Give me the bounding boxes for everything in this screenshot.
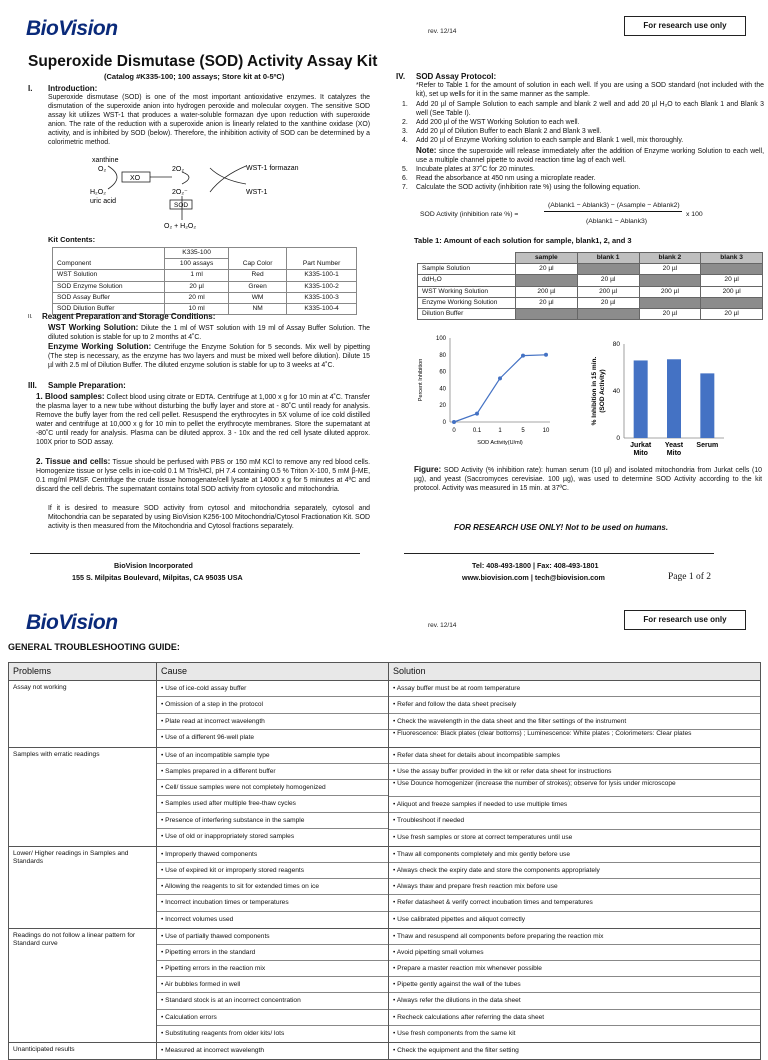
data-point xyxy=(498,376,502,380)
solution-cell: • Thaw and resuspend all components before preparing the reaction mix • Avoid pipetting small volumes • Prepare a master reaction mix whenever possible • Pipette gently against the wall of the tubes • Always refer the dilutions in the data sheet • Recheck calculations after referring the data sheet • Use fresh components from the same kit xyxy=(389,928,761,1042)
table1-row: ddH₂O 20 µl 20 µl xyxy=(418,275,763,286)
table1-row: Dilution Buffer 20 µl 20 µl xyxy=(418,309,763,320)
sod-activity-bar-chart xyxy=(588,334,738,462)
troubleshooting-group xyxy=(9,846,761,928)
cause-cell: • Improperly thawed components • Use of expired kit or improperly stored reagents • Allowing the reagents to sit for extended times on ice • Incorrect incubation times or temperatures • Incorrect volumes used xyxy=(157,846,389,928)
revision-label: rev. 12/14 xyxy=(428,28,457,35)
x-tick-label: 0 xyxy=(452,428,456,434)
kit-contents-table xyxy=(52,247,357,315)
table1-caption: Table 1: Amount of each solution for sample, blank1, 2, and 3 xyxy=(414,236,632,245)
data-point xyxy=(544,353,548,357)
separate-fraction-text: If it is desired to measure SOD activity from cytosol and mitochondria separately, cytosol and Mitochondria can be separated by using BioVision K256-100 Mitochondria/Cytosol Fractionation Kit. SOD activity is then measured from the Mitochondria and Cytosol fractions separately. xyxy=(48,505,370,530)
biovision-logo-page2: BioVision xyxy=(26,611,118,634)
equation-numerator: (Ablank1 − Ablank3) − (Asample − Ablank2) xyxy=(548,202,680,209)
problem-cell: Assay not working xyxy=(9,681,157,748)
table1-row: Enzyme Working Solution 20 µl 20 µl xyxy=(418,297,763,308)
y-tick-label: 80 xyxy=(439,352,446,359)
y-tick-label: 0 xyxy=(442,420,446,426)
page-title: Superoxide Dismutase (SOD) Activity Assay Kit xyxy=(28,53,378,70)
equation-label: SOD Activity (inhibition rate %) = xyxy=(420,211,519,218)
enzyme-working-para xyxy=(48,342,370,371)
wst-working-label: WST Working Solution: xyxy=(48,323,139,332)
solution-cell: • Thaw all components completely and mix gently before use • Always check the expiry date and store the components appropriately • Always thaw and prepare fresh reaction mix before use • Refer datasheet & verify correct incubation times and temperatures • Use calibrated pipettes and aliquot correctly xyxy=(389,846,761,928)
x-tick-label: 10 xyxy=(542,428,550,434)
bar xyxy=(700,373,714,438)
x-tick-label: 1 xyxy=(498,428,502,434)
intro-text: Superoxide dismutase (SOD) is one of the most important antioxidative enzymes. It catalyzes the dismutation of the superoxide anion into hydrogen peroxide and molecular oxygen. The sensitive SOD assay kit utilizes WST-1 that produces a water-soluble formazan dye upon reduction with superoxide anion. The rate of the reduction with a superoxide anion is linearly related to the xanthine oxidase (XO) activity, and is inhibited by SOD (below). Therefore, the inhibition activity of SOD can be determined by a colorimetric method. xyxy=(48,94,370,146)
footer-tel: Tel: 408-493-1800 | Fax: 408-493-1801 xyxy=(472,561,599,570)
cause-cell: • Measured at incorrect wavelength xyxy=(157,1043,389,1060)
equation-denominator: (Ablank1 − Ablank3) xyxy=(586,218,648,225)
y-tick-label: 0 xyxy=(616,435,620,442)
solution-cell: • Assay buffer must be at room temperature • Refer and follow the data sheet precisely • Check the wavelength in the data sheet and the filter settings of the instrument • Fluorescence: Black plates (clear bottoms) ; Luminescence: White plates ; Colorimeters: Clear plates xyxy=(389,681,761,748)
revision-label-page2: rev. 12/14 xyxy=(428,622,457,629)
problem-cell: Readings do not follow a linear pattern for Standard curve xyxy=(9,928,157,1042)
solution-table: sample blank 1 blank 2 blank 3 Sample Solution 20 µl 20 µl ddH₂O 20 µl 20 µl WST Working Solution 200 µl 200 µl 200 µl 200 µl Enzyme Working Solution 20 µl 20 µl Dilution Buffer 20 µl 20 µl xyxy=(417,252,763,320)
header-problems: Problems xyxy=(9,663,157,681)
scheme-h2o2: H₂O₂ xyxy=(90,189,106,196)
y-tick-label: 20 xyxy=(439,403,446,410)
solution-cell: • Refer data sheet for details about incompatible samples • Use the assay buffer provided in the kit or refer data sheet for instructions • Use Dounce homogenizer (increase the number of strokes); observe for lysis under microscope • Aliquot and freeze samples if needed to use multiple times • Troubleshoot if needed • Use fresh samples or store at correct temperatures until use xyxy=(389,747,761,846)
y-tick-label: 40 xyxy=(612,388,620,395)
wst-working-para xyxy=(48,323,370,343)
kit-row: SOD Enzyme Solution 20 µl Green K335-100-2 xyxy=(53,281,357,292)
header-cause: Cause xyxy=(157,663,389,681)
solution-cell: • Check the equipment and the filter setting xyxy=(389,1043,761,1060)
y-tick-label: 40 xyxy=(439,386,446,393)
kit-row: SOD Assay Buffer 20 ml WM K335-100-3 xyxy=(53,292,357,303)
kit-header-cap: Cap Color xyxy=(228,248,286,270)
troubleshooting-table xyxy=(8,662,761,1060)
scheme-wst-formazan: WST-1 formazan xyxy=(246,165,299,172)
troubleshooting-group xyxy=(9,747,761,846)
wst-working-text: Dilute the 1 ml of WST solution with 19 ml of Assay Buffer Solution. The diluted solution is stable for up to 2 months at 4˚C. xyxy=(48,325,370,341)
cause-cell: • Use of partially thawed components • Pipetting errors in the standard • Pipetting errors in the reaction mix • Air bubbles formed in well • Standard stock is at an incorrect concentration • Calculation errors • Substituting reagents from older kits/ lots xyxy=(157,928,389,1042)
blood-samples-para: 1. Blood samples: Collect blood using citrate or EDTA. Centrifuge at 1,000 x g for 10 min at 4˚C. Transfer the plasma layer to a new tube without disturbing the buffy layer and store at - 80˚C until ready for analysis. Remove the buffy layer from the red cell pellet. Resuspend the erythrocytes in 5X volume of ice cold distilled water and centrifuge at 10,000 x g for 10 min to pellet the erythrocyte membranes. Store the supernatant at -80˚C until ready for analysis. Plasma can be diluted approx. 3 - 10x and the red cell lysate diluted approx. 100X prior to SOD assay. xyxy=(36,392,370,446)
troubleshooting-group xyxy=(9,928,761,1042)
cause-cell: • Use of an incompatible sample type • Samples prepared in a different buffer • Cell/ tissue samples were not completely homogenized • Samples used after multiple free-thaw cycles • Presence of interfering substance in the sample • Use of old or inappropriately stored samples xyxy=(157,747,389,846)
scheme-o2: O₂ xyxy=(98,166,107,173)
table1-row: WST Working Solution 200 µl 200 µl 200 µl 200 µl xyxy=(418,286,763,297)
scheme-xo: XO xyxy=(130,175,141,182)
enzyme-working-label: Enzyme Working Solution: xyxy=(48,342,152,351)
intro-number: I. xyxy=(28,84,33,93)
problem-cell: Lower/ Higher readings in Samples and Standards xyxy=(9,846,157,928)
troubleshooting-group xyxy=(9,681,761,748)
blood-label: Blood samples: xyxy=(44,392,105,401)
equation-multiplier: x 100 xyxy=(686,211,703,218)
footer-rule-right xyxy=(404,553,714,554)
table1-row: Sample Solution 20 µl 20 µl xyxy=(418,264,763,275)
figure-caption: Figure: SOD Activity (% inhibition rate): human serum (10 µl) and isolated mitochondria from Jurkat cells (10 µg), and yeast (Saccromyces cerevisiae. 100 µg), was used to determine SOD Activity according to the kit protocol. Activity was measured in 15 min. at 37ºC. xyxy=(414,465,762,492)
note-text: since the superoxide will release immediately after the addition of Enzyme working Solution to each well, use a multiple channel pipette to avoid reaction time lag of each well. xyxy=(416,147,764,164)
sample-number: III. xyxy=(28,381,37,390)
protocol-reference: *Refer to Table 1 for the amount of solution in each well. If you are using a SOD standard (not included with the kit), set up wells for it in the same manner as the sample. xyxy=(416,82,764,98)
tissue-text: Tissue should be perfused with PBS or 150 mM KCl to remove any red blood cells. Homogenize tissue or lyse cells in ice-cold 0.1 M Tris/HCl, pH 7.4 containing 0.5 % Triton X-100, 5 mM β-ME, 0.1 mg/ml PMSF. Centrifuge the crude tissue homogenate/cell lysate at 14000 x g for 5 minutes at 4ºC and discard the cell debris. The supernatant contains total SOD activity from cytosolic and mitochondria. xyxy=(36,459,370,493)
reagent-number: II. xyxy=(28,314,33,320)
reaction-scheme xyxy=(86,154,356,230)
x-tick-label: Yeast Mito xyxy=(664,442,684,457)
troubleshooting-heading: GENERAL TROUBLESHOOTING GUIDE: xyxy=(8,642,180,652)
scheme-xanthine: xanthine xyxy=(92,157,119,164)
blood-text: Collect blood using citrate or EDTA. Centrifuge at 1,000 x g for 10 min at 4˚C. Transfer the plasma layer to a new tube without disturbing the buffy layer and store at - 80˚C until ready for analysis. Remove the buffy layer from the red cell pellet. Resuspend the erythrocytes in 5X volume of ice cold distilled water and centrifuge at 10,000 x g for 10 min to pellet the erythrocyte membranes. Store the supernatant at -80˚C until ready for analysis. Plasma can be diluted approx. 3 - 10x and the red cell lysate diluted approx. 100X prior to SOD assay. xyxy=(36,394,370,446)
kit-header-component: Component xyxy=(53,248,165,270)
cause-cell: • Use of ice-cold assay buffer • Omission of a step in the protocol • Plate read at incorrect wavelength • Use of a different 96-well plate xyxy=(157,681,389,748)
intro-heading: Introduction: xyxy=(48,84,98,93)
scheme-2o2: 2O₂ xyxy=(172,166,185,173)
troubleshooting-group xyxy=(9,1043,761,1060)
y-tick-label: 100 xyxy=(435,336,446,342)
protocol-steps: 1. Add 20 µl of Sample Solution to each sample and blank 2 well and add 20 µl H₂O to each Blank 1 and Blank 3 well (See Table I). 2. Add 200 µl of the WST Working Solution to each well. 3. Add 20 µl of Dilution Buffer to each Blank 2 and Blank 3 well. 4. Add 20 µl of Enzyme Working solution to each sample and Blank 1 well, mix thoroughly. Note: since the superoxide will release immediately after the addition of Enzyme working Solution to each well, use a multiple channel pipette to avoid reaction time lag of each well. 5. Incubate plates at 37˚C for 20 minutes. 6. Read the absorbance at 450 nm using a microplate reader. 7. Calculate the SOD activity (inhibition rate %) using the following equation. xyxy=(402,101,764,191)
footer-company: BioVision Incorporated xyxy=(114,561,193,570)
scheme-2o2-minus: 2O₂⁻ xyxy=(172,189,188,196)
reagent-heading: Reagent Preparation and Storage Conditions: xyxy=(42,312,216,321)
data-point xyxy=(475,412,479,416)
scheme-products: O₂ + H₂O₂ xyxy=(164,223,197,230)
bar xyxy=(667,359,681,438)
kit-row: WST Solution 1 ml Red K335-100-1 xyxy=(53,270,357,281)
tissue-label: Tissue and cells: xyxy=(45,457,111,466)
research-use-box: For research use only xyxy=(624,16,746,36)
bar xyxy=(634,360,648,438)
problem-cell: Unanticipated results xyxy=(9,1043,157,1060)
figure-label: Figure: xyxy=(414,465,442,474)
sod-standard-line-chart xyxy=(410,330,560,450)
protocol-heading: SOD Assay Protocol: xyxy=(416,72,497,81)
biovision-logo: BioVision xyxy=(26,17,118,40)
y-tick-label: 60 xyxy=(439,369,446,376)
x-tick-label: Jurkat Mito xyxy=(630,442,652,457)
x-axis-label: SOD Activity(U/ml) xyxy=(477,440,523,446)
kit-row: SOD Dilution Buffer 10 ml NM K335-100-4 xyxy=(53,304,357,315)
problem-cell: Samples with erratic readings xyxy=(9,747,157,846)
y-axis-label: Percent Inhibition xyxy=(418,358,424,402)
y-axis-label: % Inhibition in 15 min.(SOD Activity) xyxy=(591,356,606,426)
data-point xyxy=(521,354,525,358)
x-tick-label: Serum xyxy=(696,442,719,449)
x-tick-label: 5 xyxy=(521,428,525,434)
protocol-number: IV. xyxy=(396,72,406,81)
kit-header-assays: 100 assays xyxy=(165,259,229,270)
footer-rule-left xyxy=(30,553,360,554)
tissue-cells-para: 2. Tissue and cells: Tissue should be perfused with PBS or 150 mM KCl to remove any red blood cells. Homogenize tissue or lyse cells in ice-cold 0.1 M Tris/HCl, pH 7.4 containing 0.5 % Triton X-100, 5 mM β-ME, 0.1 mg/ml PMSF. Centrifuge the crude tissue homogenate/cell lysate at 14000 x g for 5 minutes at 4ºC and discard the cell debris. The supernatant contains total SOD activity from cytosolic and mitochondria. xyxy=(36,457,370,493)
scheme-sod: SOD xyxy=(174,202,189,209)
kit-header-part: Part Number xyxy=(287,248,357,270)
research-use-box-page2: For research use only xyxy=(624,610,746,630)
scheme-uric: uric acid xyxy=(90,198,117,205)
enzyme-working-text: Centrifuge the Enzyme Solution for 5 seconds. Mix well by pipetting (The step is necessary, as the enzyme has two layers and must be mixed well before dilution). Dilute 15 µl with 2.5 ml of Dilution Buffer. The diluted enzyme solution is stable for up to 3 weeks at 4˚C. xyxy=(48,344,370,369)
note-label: Note: xyxy=(416,145,437,155)
catalog-subtitle: (Catalog #K335-100; 100 assays; Store kit at 0-5ºC) xyxy=(104,72,285,81)
data-point xyxy=(452,420,456,424)
y-tick-label: 80 xyxy=(612,341,620,348)
kit-heading: Kit Contents: xyxy=(48,235,96,244)
page-number: Page 1 of 2 xyxy=(668,572,712,582)
x-tick-label: 0.1 xyxy=(472,428,482,434)
footer-address: 155 S. Milpitas Boulevard, Milpitas, CA 95035 USA xyxy=(72,573,243,582)
series-line xyxy=(454,355,546,422)
sample-heading: Sample Preparation: xyxy=(48,381,126,390)
kit-header-catalog: K335-100 xyxy=(165,248,229,259)
footer-web: www.biovision.com | tech@biovision.com xyxy=(462,573,605,582)
header-solution: Solution xyxy=(389,663,761,681)
research-use-notice: FOR RESEARCH USE ONLY! Not to be used on humans. xyxy=(454,523,669,532)
scheme-wst1: WST-1 xyxy=(246,189,268,196)
